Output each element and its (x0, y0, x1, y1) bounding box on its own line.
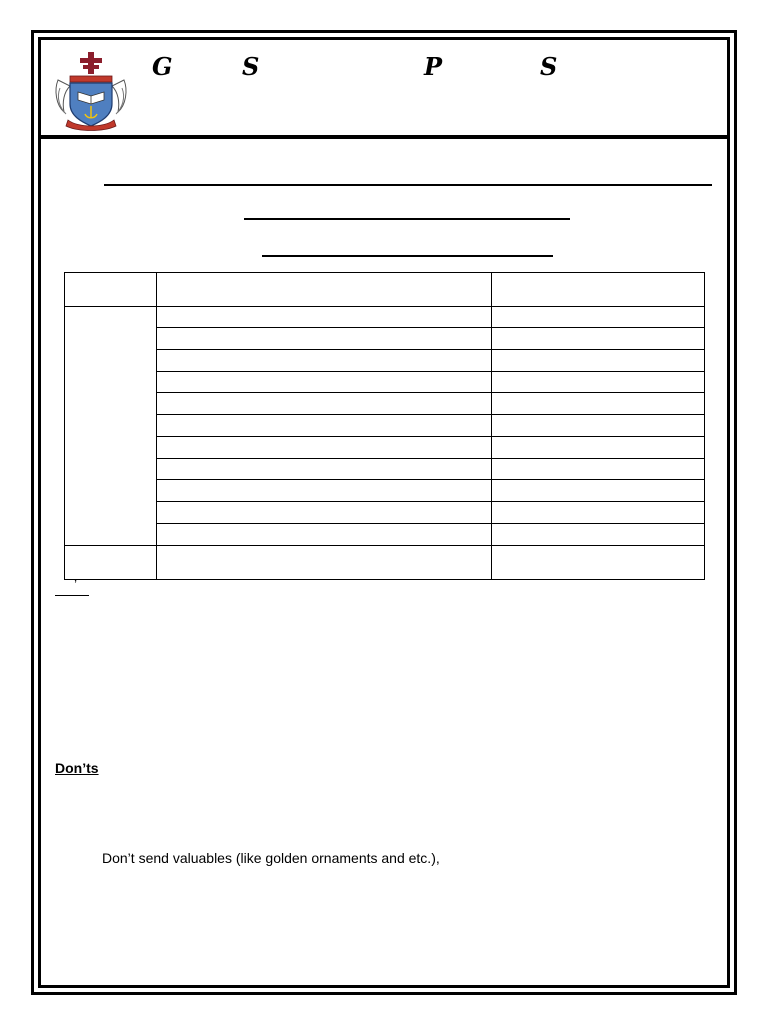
table-row-line (156, 414, 705, 415)
donts-heading: Don’ts (55, 760, 99, 776)
table-col-divider-2 (491, 272, 492, 580)
header-letter-s: S (242, 52, 260, 81)
title-rule-1 (104, 184, 712, 186)
title-rule-3 (262, 255, 553, 257)
header-divider (41, 135, 727, 139)
table-row-line (156, 523, 705, 524)
short-underline-rule (55, 595, 89, 596)
table-row-line (156, 327, 705, 328)
table-row-line (156, 436, 705, 437)
table-row-line (156, 501, 705, 502)
table-row-line (156, 371, 705, 372)
table-row-line (156, 479, 705, 480)
stray-comma-mark: ’ (74, 576, 78, 592)
header-letter-s-second: S (540, 52, 558, 81)
table-header-row-bottom (64, 306, 705, 307)
title-rule-2 (244, 218, 570, 220)
table-row-line (156, 349, 705, 350)
table-row-line (156, 392, 705, 393)
header-letter-p: P (424, 52, 443, 81)
donts-item-1: Don’t send valuables (like golden ornaments and etc.), (102, 850, 440, 866)
table-frame (64, 272, 705, 580)
table-col-divider-1 (156, 272, 157, 580)
header-letter-g: G (152, 52, 173, 81)
table-row-line (156, 458, 705, 459)
school-crest-logo (54, 50, 128, 132)
table-footer-row-top (64, 545, 705, 546)
